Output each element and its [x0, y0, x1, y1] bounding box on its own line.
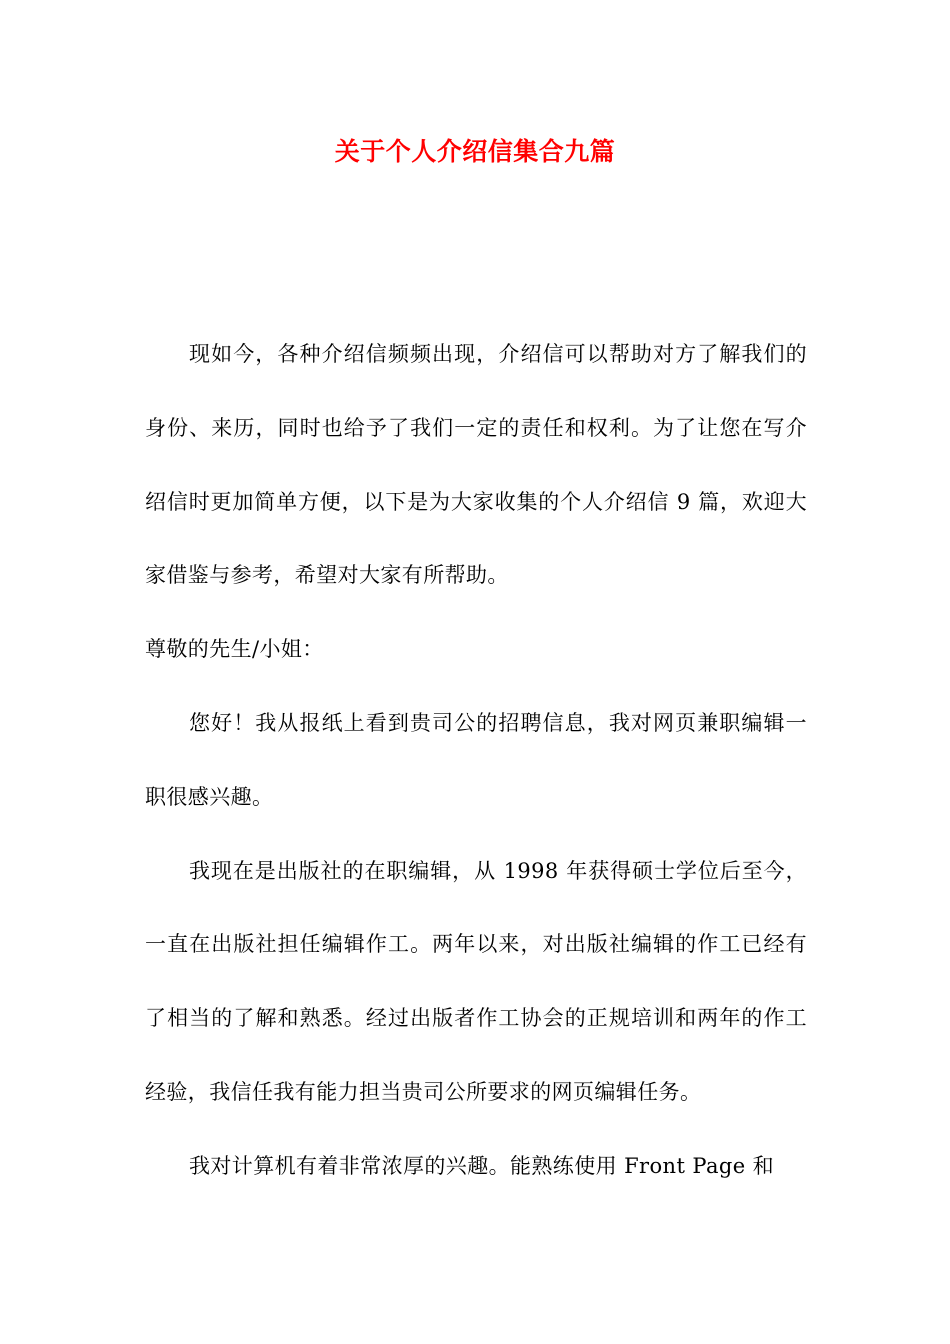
paragraph-computer-skills: 我对计算机有着非常浓厚的兴趣。能熟练使用 Front Page 和	[189, 1153, 775, 1178]
document-body	[145, 318, 807, 1204]
paragraph-intro: 现如今，各种介绍信频频出现，介绍信可以帮助对方了解我们的身份、来历，同时也给予了我们一定的责任和权利。为了让您在写介绍信时更加简单方便，以下是为大家收集的个人介绍信 9 篇，欢迎大家借鉴与参考，希望对大家有所帮助。	[145, 342, 807, 588]
document-title: 关于个人介绍信集合九篇	[334, 137, 616, 166]
paragraph-greeting: 您好！我从报纸上看到贵司公的招聘信息，我对网页兼职编辑一职很感兴趣。	[145, 710, 807, 809]
paragraph-experience: 我现在是出版社的在职编辑，从 1998 年获得硕士学位后至今，一直在出版社担任编辑作工。两年以来，对出版社编辑的作工已经有了相当的了解和熟悉。经过出版者作工协会的正规培训和两年的作工经验，我信任我有能力担当贵司公所要求的网页编辑任务。	[145, 858, 807, 1104]
paragraph-salutation: 尊敬的先生/小姐：	[145, 637, 324, 662]
